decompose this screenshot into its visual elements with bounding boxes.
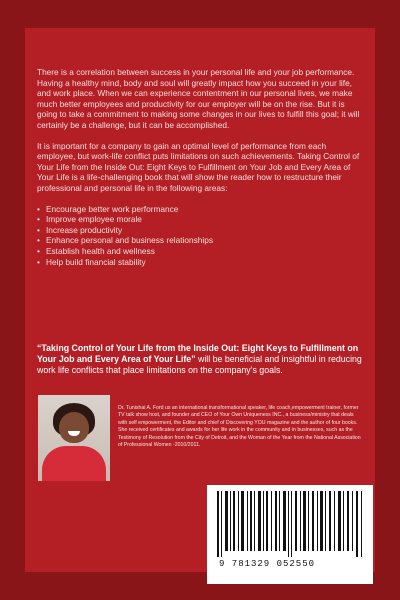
barcode-bars	[217, 491, 365, 557]
author-face	[59, 412, 89, 443]
benefit-item: • Enhance personal and business relationships	[37, 235, 363, 246]
cover-border-top	[0, 0, 400, 28]
author-red-top	[42, 446, 106, 481]
benefit-item: • Increase productivity	[37, 225, 363, 236]
benefit-list	[37, 204, 363, 268]
description-paragraph-1: There is a correlation between success in your personal life and your job performance. Having a healthy mind, body and soul will greatly impact how you succeed in your life, and work place. When we can experience contentment in our personal lives, we make much better employees and productivity for our employer will be on the rise. But it is going to take a commitment to making some changes in our lives to fulfill this goal; it will certainly be a challenge, but it can be accomplished.	[37, 67, 360, 130]
description-text	[37, 67, 363, 279]
benefit-item: • Improve employee morale	[37, 214, 363, 225]
author-photo	[38, 395, 110, 481]
description-paragraph-2: It is important for a company to gain an optimal level of performance from each employee, but work-life conflict puts limitations on such achievements. Taking Control of Your Life from the Inside Out: Eight Keys to Fulfillment on Your Job and Every Area of Your Life is a life-challenging book that will show the reader how to restructure their professional and personal life in the following areas:	[37, 140, 360, 193]
benefit-item: • Help build financial stability	[37, 257, 363, 268]
book-benefit-summary	[37, 343, 363, 376]
benefit-item: • Establish health and wellness	[37, 246, 363, 257]
author-bio: Dr. Tunishai A. Ford us an international transformational speaker, life coach,empowerment trainer, former TV talk show host, and founder and CEO of Your Own Uniqueness INC., a business/ministry that deals with self empowerment, the Editor and chief of Discovering YOU magazine and the author of four books. She received certificates and awards for her life work in the community and in businesses, such as the Testimony of Resolution from the City of Detroit, and the Woman of the Year from the National Association of Professional Women -2010/2011.	[118, 405, 361, 449]
cover-border-right	[375, 0, 400, 600]
summary-text: will be beneficial and insightful in reducing work life conflicts that place limitations on the company’s goals.	[37, 354, 362, 375]
benefit-item: • Encourage better work performance	[37, 204, 363, 215]
isbn-barcode	[207, 485, 373, 584]
book-title-quote: “Taking Control of Your Life from the Inside Out: Eight Keys to Fulfillment on Your Job and Every Area of Your Life”	[37, 343, 359, 364]
cover-border-left	[0, 0, 25, 600]
isbn-number: 9 781329 052550	[219, 559, 316, 569]
